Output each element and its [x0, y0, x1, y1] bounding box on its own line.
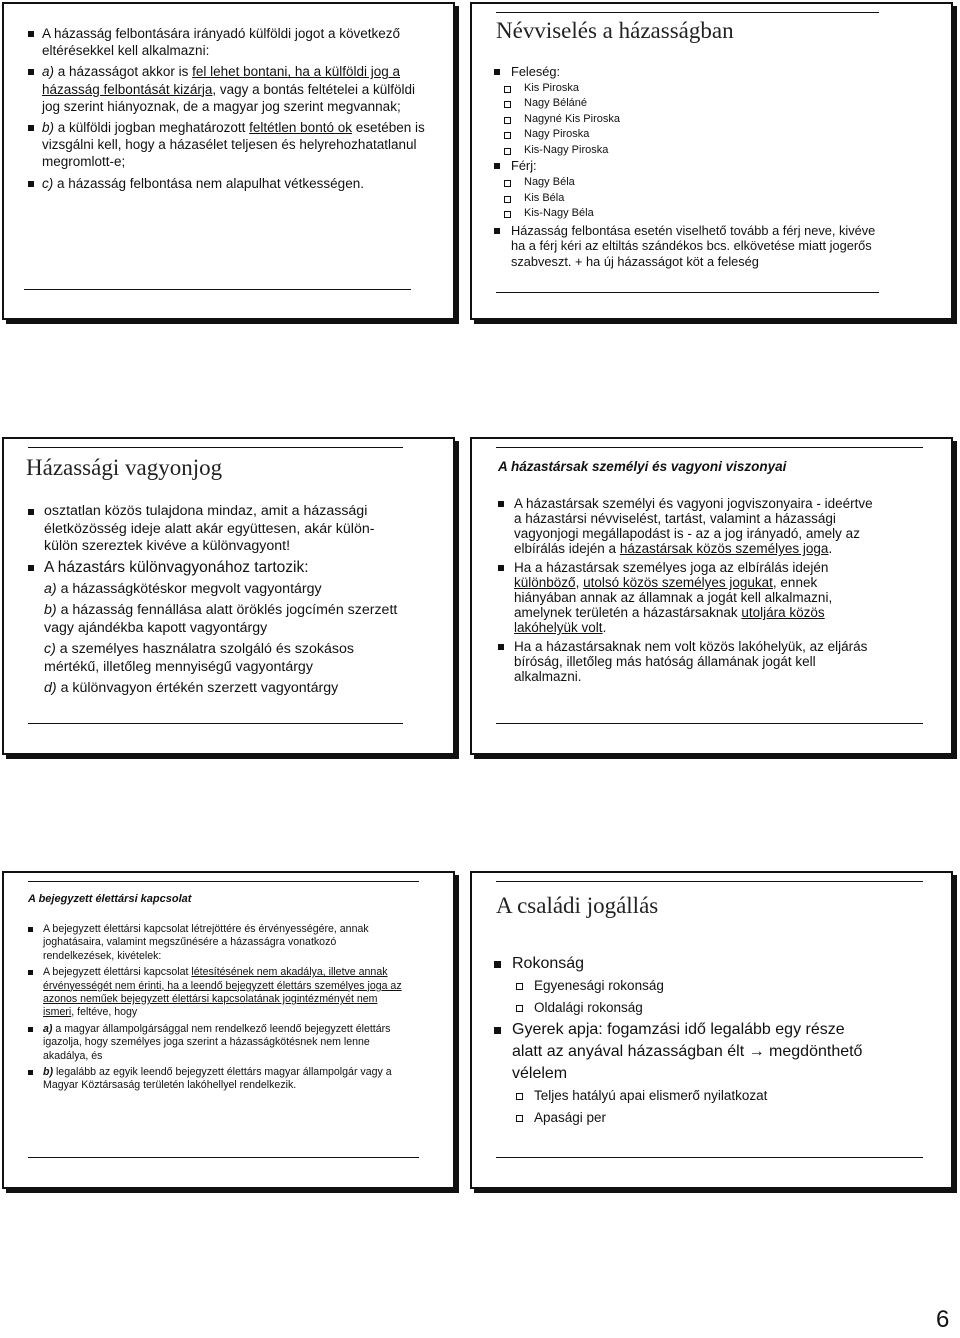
- wife-item: [494, 64, 879, 158]
- square-bullet-icon: [28, 125, 34, 131]
- item-text: [498, 560, 878, 635]
- text-run: .: [828, 541, 833, 556]
- paternity-ways-list: [494, 1085, 874, 1129]
- partnership-rule-item: [28, 1023, 404, 1063]
- relation-rule-item: [498, 496, 878, 556]
- point-letter: a): [44, 580, 57, 597]
- text-run: a házasságot akkor is: [57, 64, 193, 80]
- square-bullet-icon: [28, 69, 34, 75]
- joint-property-item: [28, 503, 408, 556]
- text-run: b): [42, 120, 58, 136]
- square-bullet-icon: [28, 1027, 33, 1032]
- hollow-square-bullet-icon: [504, 117, 511, 124]
- square-bullet-icon: [498, 565, 504, 571]
- text-run: .: [602, 620, 607, 635]
- text-run: A házastársak személyi és vagyoni jogviszonyaira - ideértve a házastársi névviselést, tartást, valamint a házassági vagyonjogi megállapodást is - az a jog irányadó, amely az elbírálás idején a: [514, 496, 873, 556]
- slide-family-status: [470, 871, 953, 1189]
- point-letter: c): [44, 641, 56, 657]
- wife-name-item: [504, 112, 879, 128]
- slide-name-usage: [470, 2, 953, 320]
- item-text: Egyenesági rokonság: [534, 978, 664, 993]
- square-bullet-icon: [494, 961, 501, 968]
- paternity-item: [494, 1019, 874, 1129]
- text-run: , vagy a bontás feltételei a külföldi jog szerint hiányoznak, de a magyar jog szerint megvannak;: [42, 81, 415, 114]
- item-text: [498, 639, 878, 684]
- separate-property-points: [28, 581, 408, 698]
- hollow-square-bullet-icon: [504, 211, 511, 218]
- square-bullet-icon: [28, 970, 33, 975]
- text-run: a házasság felbontása nem alapulhat vétkességen.: [57, 175, 364, 191]
- hollow-square-bullet-icon: [504, 132, 511, 139]
- point-text: a házasságkötéskor megvolt vagyontárgy: [60, 580, 322, 597]
- kinship-item: [494, 953, 874, 1019]
- page-number: 6: [936, 1306, 950, 1333]
- relation-rule-item: [498, 560, 878, 635]
- item-text: [28, 923, 404, 963]
- text-run: a magyar állampolgársággal nem rendelkező leendő bejegyzett élettárs igazolja, hogy személyes joga szerint a házasságkötésnek nem lenne akadálya, és: [43, 1022, 391, 1062]
- square-bullet-icon: [498, 644, 504, 650]
- item-text: Nagy Béla: [524, 175, 575, 188]
- footer-rule: [24, 289, 411, 290]
- text-run: legalább az egyik leendő bejegyzett élettárs magyar állampolgár vagy a Magyar Köztársaság területén lakóhellyel rendelkezik.: [43, 1066, 392, 1092]
- divorce-rule-item: [28, 119, 428, 171]
- separate-property-heading-item: [28, 559, 408, 577]
- wife-name-item: [504, 81, 879, 97]
- separate-property-point: [28, 641, 408, 676]
- divorce-rule-item: [28, 175, 428, 192]
- separate-property-point: [28, 680, 408, 698]
- text-run: c): [42, 175, 57, 191]
- husband-names-list: [494, 175, 879, 222]
- item-text: [28, 175, 428, 192]
- text-run: esetében is vizsgálni kell, hogy a házasélet teljesen és helyrehozhatatlanul megromlott-e;: [42, 120, 425, 170]
- name-usage-list: [494, 64, 879, 269]
- text-run: A házasság felbontására irányadó külföldi jogot a következő eltérésekkel kell alkalmazni:: [42, 26, 400, 59]
- wife-name-item: [504, 143, 879, 159]
- item-text: [28, 1023, 404, 1063]
- footer-rule: [496, 723, 923, 724]
- divorce-note-item: [494, 223, 879, 270]
- point-letter: d): [44, 680, 57, 696]
- footer-rule: [28, 1157, 419, 1158]
- text-run: A bejegyzett élettársi kapcsolat: [43, 966, 192, 979]
- item-text: Kis Béla: [524, 191, 565, 204]
- hollow-square-bullet-icon: [504, 180, 511, 187]
- husband-name-item: [504, 191, 879, 207]
- text-run: Ha a házastársaknak nem volt közös lakóhelyük, az eljárás bíróság, illetőleg más hatóság államának jogát kell alkalmazni.: [514, 639, 868, 684]
- item-text: [28, 25, 428, 59]
- square-bullet-icon: [28, 1070, 33, 1075]
- header-rule: [496, 12, 879, 13]
- husband-name-item: [504, 206, 879, 222]
- footer-rule: [496, 1157, 923, 1158]
- square-bullet-icon: [494, 69, 500, 75]
- square-bullet-icon: [28, 509, 34, 515]
- square-bullet-icon: [28, 565, 34, 571]
- slide-registered-partnership: [2, 871, 455, 1189]
- slide-title: A családi jogállás: [496, 893, 659, 918]
- hollow-square-bullet-icon: [516, 1093, 523, 1100]
- hollow-square-bullet-icon: [504, 86, 511, 93]
- divorce-rules-list: [28, 25, 428, 196]
- text-run: a): [43, 1022, 56, 1035]
- slide-title: Névviselés a házasságban: [496, 18, 734, 43]
- square-bullet-icon: [494, 228, 500, 234]
- header-rule: [496, 447, 923, 448]
- point-text: a különvagyon értékén szerzett vagyontárgy: [60, 680, 339, 696]
- header-rule: [28, 881, 419, 882]
- square-bullet-icon: [498, 501, 504, 507]
- item-text: [28, 1066, 404, 1093]
- text-run: létesítésének nem akadálya, illetve annak érvényességét nem érinti, ha a leendő bejegyzett élettárs személyes joga az azonos neműek bejegyzett élettársi kapcsolatának jogintézményét nem ismeri: [43, 966, 402, 1019]
- footer-rule: [28, 723, 403, 724]
- separate-property-heading: A házastárs különvagyonához tartozik:: [44, 558, 309, 576]
- paternity-way-item: [516, 1107, 874, 1129]
- square-bullet-icon: [28, 31, 34, 37]
- wife-names-list: [494, 81, 879, 159]
- header-rule: [28, 447, 403, 448]
- item-text: [28, 119, 428, 171]
- property-content: [28, 503, 408, 698]
- square-bullet-icon: [494, 163, 500, 169]
- item-text: [28, 63, 428, 115]
- divorce-note: Házasság felbontása esetén viselhető tovább a férj neve, kivéve ha a férj kéri az eltiltás szándékos bcs. elkövetése miatt jogerős szabveszt. + ha új házasságot köt a feleség: [511, 222, 876, 269]
- point-text: a házasság fennállása alatt öröklés jogcímén szerzett vagy ajándékba kapott vagyontárgy: [44, 602, 398, 636]
- kinship-type-item: [516, 975, 874, 997]
- text-run: utolsó közös személyes jogukat: [583, 575, 773, 590]
- partnership-list: [28, 923, 404, 1096]
- point-letter: b): [44, 602, 57, 618]
- wife-name-item: [504, 127, 879, 143]
- text-run: házastársak közös személyes joga: [619, 541, 829, 556]
- separate-property-point: [28, 602, 408, 637]
- text-run: fel lehet bontani, ha a külföldi jog a házasság felbontását kizárja: [42, 64, 400, 97]
- slide-divorce-law: [2, 2, 455, 320]
- kinship-types-list: [494, 975, 874, 1019]
- hollow-square-bullet-icon: [504, 148, 511, 155]
- item-text: Nagyné Kis Piroska: [524, 112, 620, 125]
- slide-title: A házastársak személyi és vagyoni viszonyai: [498, 459, 787, 474]
- husband-name-item: [504, 175, 879, 191]
- point-text: a személyes használatra szolgáló és szokásos mértékű, illetőleg mennyiségű vagyontárgy: [44, 641, 354, 675]
- text-run: A bejegyzett élettársi kapcsolat létrejöttére és érvényességére, annak joghatásaira, valamint megszűnésére a házasságra vonatkozó rendelkezések, kivételek:: [43, 923, 369, 962]
- text-run: b): [43, 1066, 56, 1079]
- item-text: Kis Piroska: [524, 81, 580, 94]
- spouse-relations-list: [498, 496, 878, 688]
- husband-label: Férj:: [511, 158, 537, 174]
- text-run: feltétlen bontó ok: [249, 120, 352, 136]
- text-run: különböző: [514, 575, 576, 590]
- kinship-label: Rokonság: [512, 955, 585, 972]
- wife-name-item: [504, 96, 879, 112]
- header-rule: [496, 881, 923, 882]
- item-text: Teljes hatályú apai elismerő nyilatkozat: [534, 1088, 768, 1103]
- divorce-rule-item: [28, 63, 428, 115]
- paternity-presumption: Gyerek apja: fogamzási idő legalább egy része alatt az anyával házasságban élt → megdönthető vélelem: [512, 1021, 863, 1082]
- text-run: a): [42, 64, 58, 80]
- husband-item: [494, 158, 879, 221]
- slide-property-law: [2, 437, 455, 755]
- item-text: Kis-Nagy Piroska: [524, 143, 609, 156]
- partnership-rule-item: [28, 1066, 404, 1093]
- text-run: a külföldi jogban meghatározott: [57, 120, 250, 136]
- square-bullet-icon: [494, 1027, 501, 1034]
- wife-label: Feleség:: [511, 64, 561, 79]
- slide-title: A bejegyzett élettársi kapcsolat: [28, 893, 192, 905]
- paternity-way-item: [516, 1085, 874, 1107]
- square-bullet-icon: [28, 927, 33, 932]
- item-text: Apasági per: [534, 1110, 607, 1125]
- separate-property-point: [28, 581, 408, 599]
- item-text: [498, 496, 878, 556]
- item-text: [28, 966, 404, 1020]
- slide-title: Házassági vagyonjog: [26, 455, 223, 480]
- partnership-rule-item: [28, 923, 404, 963]
- item-text: Oldalági rokonság: [534, 1000, 643, 1015]
- item-text: Kis-Nagy Béla: [524, 207, 594, 220]
- item-text: Nagy Béláné: [524, 97, 587, 110]
- text-run: Ha a házastársak személyes joga az elbírálás idején: [514, 560, 829, 575]
- item-text: Nagy Piroska: [524, 128, 590, 141]
- hollow-square-bullet-icon: [516, 1005, 523, 1012]
- square-bullet-icon: [28, 181, 34, 187]
- text-run: ,: [575, 575, 584, 590]
- slide-spouse-relations: [470, 437, 953, 755]
- footer-rule: [496, 292, 879, 293]
- kinship-type-item: [516, 997, 874, 1019]
- text-run: , ennek hiányában annak az államnak a jogát kell alkalmazni, amelynek területén a házastársaknak: [514, 575, 833, 620]
- text-run: , feltéve, hogy: [71, 1006, 138, 1019]
- partnership-rule-item: [28, 966, 404, 1020]
- hollow-square-bullet-icon: [504, 101, 511, 108]
- text-run: utoljára közös lakóhelyük volt: [514, 605, 825, 635]
- family-status-list: [494, 953, 874, 1129]
- relation-rule-item: [498, 639, 878, 684]
- joint-property-text: osztatlan közös tulajdona mindaz, amit a házassági életközösség ideje alatt akár együttesen, akár külön-külön szereztek kivéve a különvagyont!: [44, 503, 375, 554]
- hollow-square-bullet-icon: [516, 1115, 523, 1122]
- hollow-square-bullet-icon: [504, 196, 511, 203]
- divorce-rule-item: [28, 25, 428, 59]
- hollow-square-bullet-icon: [516, 983, 523, 990]
